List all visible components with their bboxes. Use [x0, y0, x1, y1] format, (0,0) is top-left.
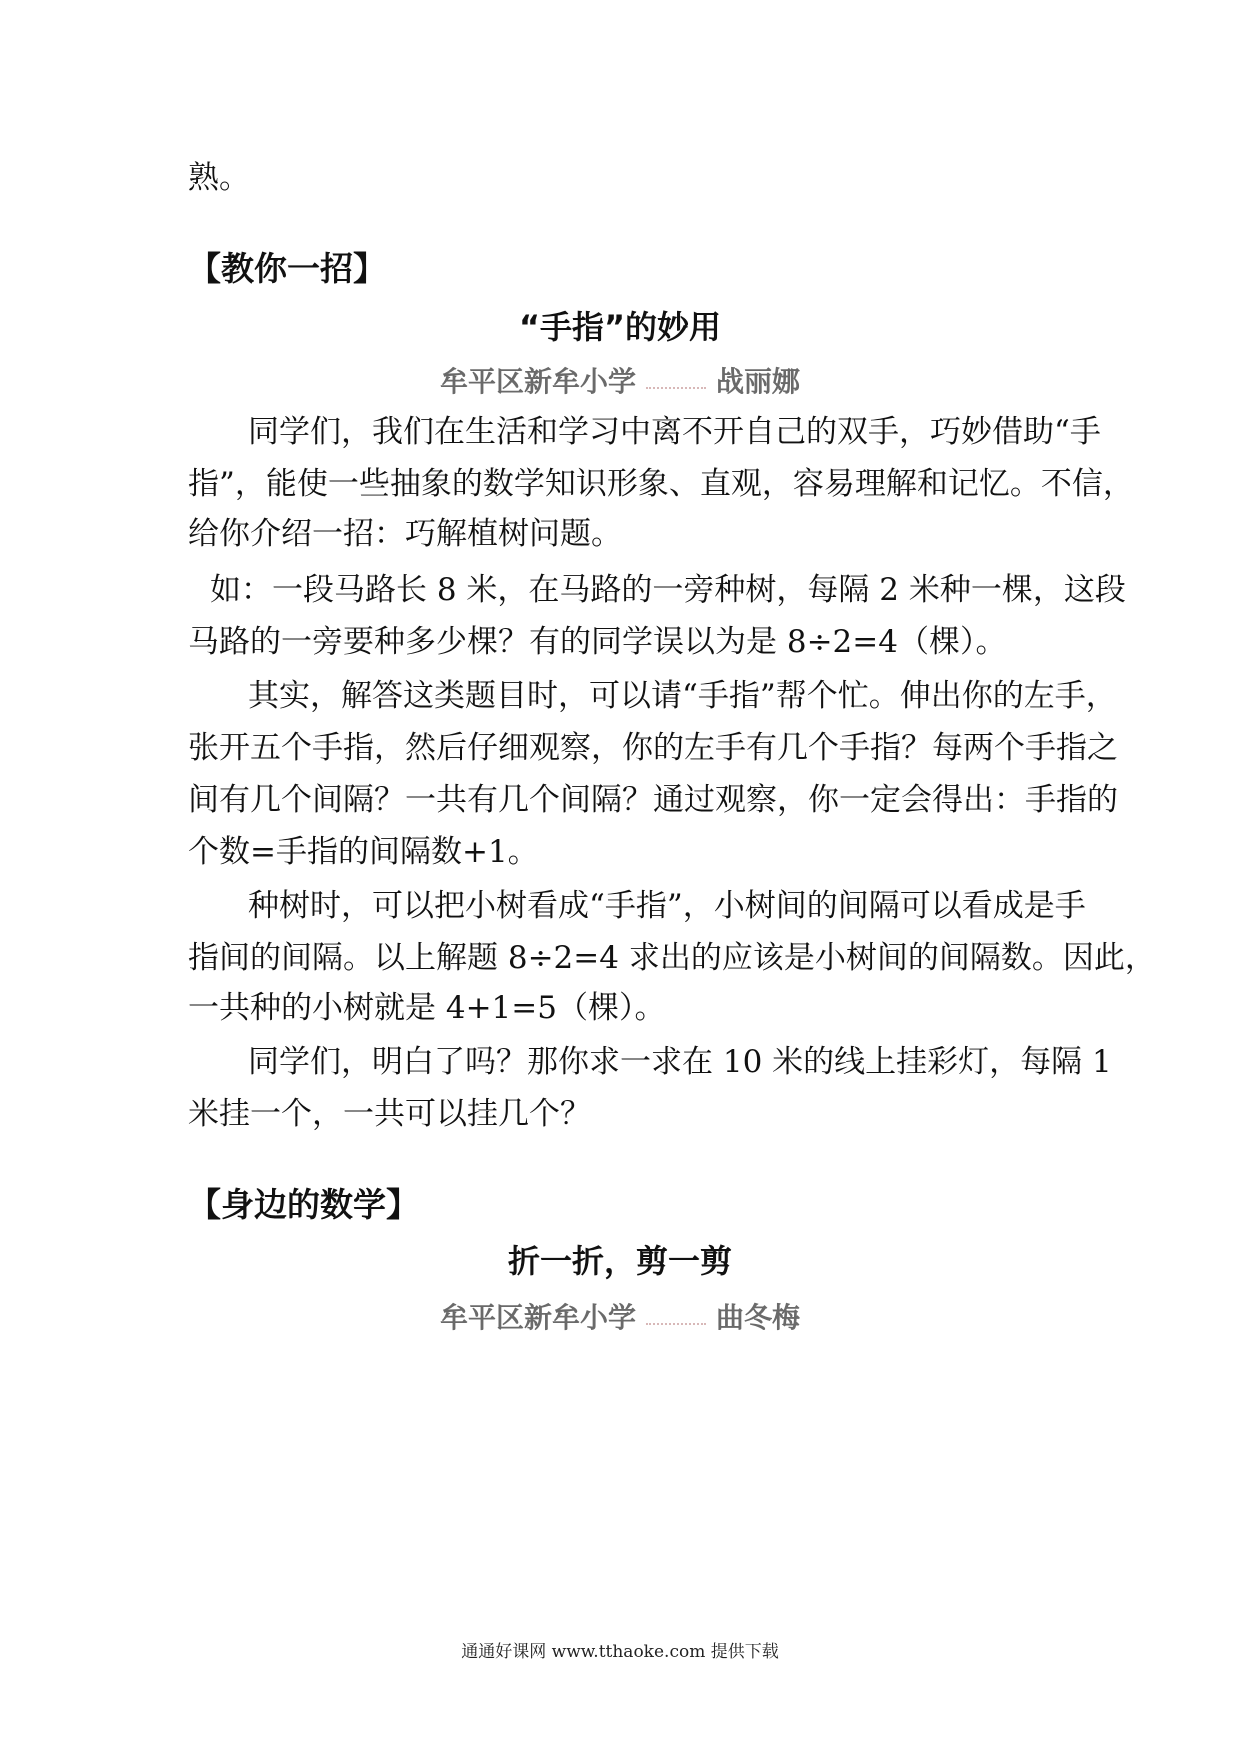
text-line: 熟。 — [188, 160, 250, 196]
byline-school: 牟平区新牟小学 — [439, 1301, 636, 1334]
text-line: 同学们，我们在生活和学习中离不开自己的双手，巧妙借助“手 — [248, 414, 1101, 450]
text-line: 种树时，可以把小树看成“手指”，小树间的间隔可以看成是手 — [248, 888, 1086, 924]
text-line: 一共种的小树就是 4+1=5（棵）。 — [188, 990, 666, 1026]
page-footer: 通通好课网 www.tthaoke.com 提供下载 — [461, 1642, 779, 1662]
text-line: 米挂一个，一共可以挂几个？ — [188, 1096, 591, 1132]
text-line: 指”，能使一些抽象的数学知识形象、直观，容易理解和记忆。不信， — [188, 466, 1134, 502]
text-line: 其实，解答这类题目时，可以请“手指”帮个忙。伸出你的左手， — [248, 678, 1117, 714]
section-heading: 【身边的数学】 — [188, 1185, 419, 1224]
article-title: 折一折，剪一剪 — [507, 1242, 732, 1280]
text-line: 如：一段马路长 8 米，在马路的一旁种树，每隔 2 米种一棵，这段 — [210, 572, 1126, 608]
byline-author: 战丽娜 — [716, 365, 801, 398]
byline — [0, 364, 1240, 400]
text-line: 指间的间隔。以上解题 8÷2=4 求出的应该是小树间的间隔数。因此， — [188, 940, 1156, 976]
text-line: 间有几个间隔？一共有几个间隔？通过观察，你一定会得出：手指的 — [188, 782, 1118, 818]
byline — [0, 1300, 1240, 1336]
text-line: 马路的一旁要种多少棵？有的同学误以为是 8÷2=4（棵）。 — [188, 624, 1007, 660]
text-line: 给你介绍一招：巧解植树问题。 — [188, 516, 622, 552]
text-line: 张开五个手指，然后仔细观察，你的左手有几个手指？每两个手指之 — [188, 730, 1118, 766]
byline-author: 曲冬梅 — [716, 1301, 801, 1334]
text-line: 同学们，明白了吗？那你求一求在 10 米的线上挂彩灯，每隔 1 — [248, 1044, 1112, 1080]
article-title: “手指”的妙用 — [518, 308, 722, 346]
dotted-separator — [646, 1313, 706, 1325]
byline-school: 牟平区新牟小学 — [439, 365, 636, 398]
section-heading: 【教你一招】 — [188, 249, 386, 288]
dotted-separator — [646, 377, 706, 389]
text-line: 个数=手指的间隔数+1。 — [188, 834, 539, 870]
